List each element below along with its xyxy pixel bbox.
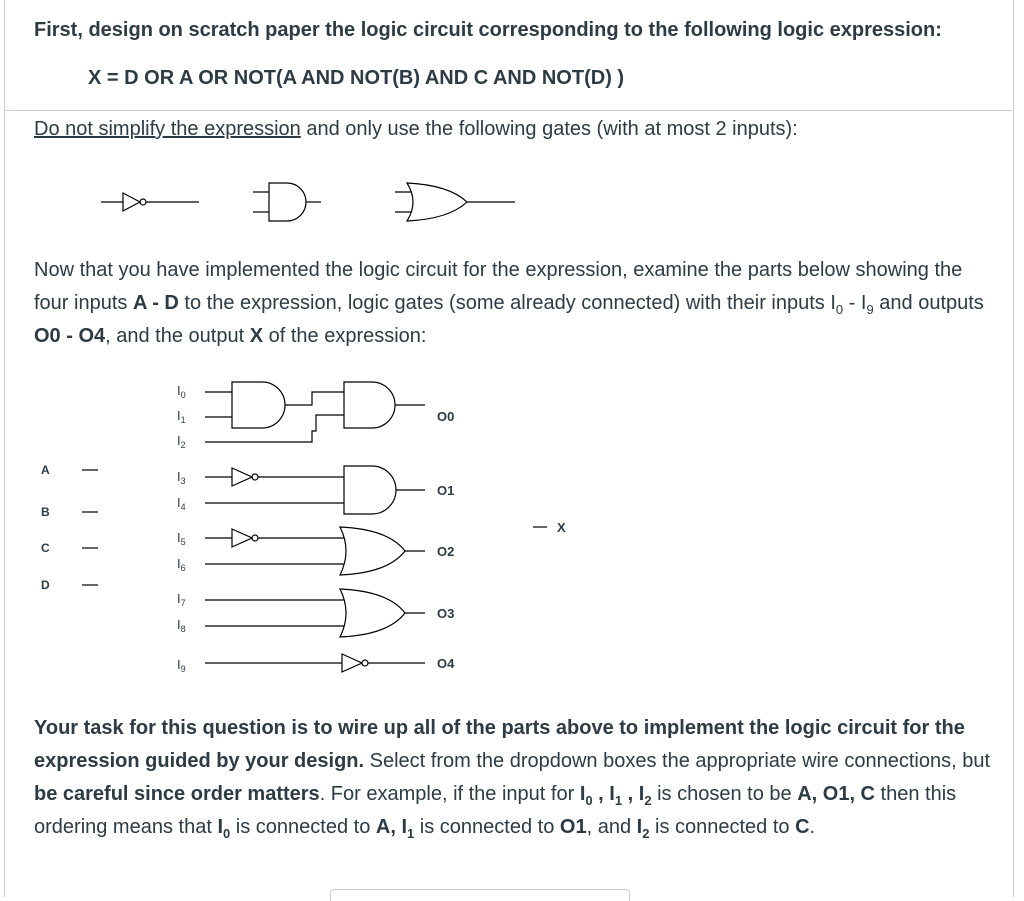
and-gate-1 (205, 382, 285, 428)
output-label-o3: O3 (437, 606, 455, 621)
and-gate-icon (253, 183, 321, 221)
instruction-line (34, 113, 994, 146)
output-label-o1: O1 (437, 483, 455, 498)
not-gate-icon (101, 193, 199, 211)
gate-input-label: $I_0$ (177, 383, 186, 400)
instruction-rest: and only use the following gates (with at most 2 inputs): (300, 118, 798, 140)
divider (4, 110, 1012, 111)
gate-input-label: $I_1$ (177, 408, 186, 425)
not-gate-1 (205, 466, 425, 514)
gate-input-label: $I_2$ (177, 433, 186, 450)
logic-expression: X = D OR A OR NOT(A AND NOT(B) AND C AND NOT(D) ) (88, 67, 625, 89)
wire-select-dropdown[interactable] (330, 889, 630, 901)
question-intro: First, design on scratch paper the logic circuit corresponding to the following logic expression: (34, 19, 942, 41)
input-label-d: D (41, 578, 50, 592)
output-label-o2: O2 (437, 544, 455, 559)
gate-input-label: $I_7$ (177, 591, 186, 608)
final-output-label: X (557, 520, 566, 535)
gate-input-label: $I_8$ (177, 617, 186, 634)
output-label-o4: O4 (437, 656, 455, 671)
input-label-c: C (41, 541, 50, 555)
gate-input-label: $I_6$ (177, 556, 186, 573)
gate-input-label: $I_4$ (177, 495, 186, 512)
gate-input-label: $I_3$ (177, 469, 186, 486)
not-gate-2 (205, 529, 350, 547)
or-gate-icon (395, 183, 515, 221)
circuit-diagram (0, 370, 640, 690)
input-label-a: A (41, 463, 50, 477)
task-description: Your task for this question is to wire up all of the parts above to implement the logic circuit for the expression guided by your design. Select from the dropdown boxes the appropriate wire connections, but be careful since order matters. For example, if the input for $I_0$ , $I_1$ , $I_2$ is chosen to be A, O1, C then this ordering means that $I_0$ is connected to A, $I_1$ is connected to O1, and $I_2$ is connected to C. (34, 717, 990, 841)
input-label-b: B (41, 505, 50, 519)
parts-description: Now that you have implemented the logic circuit for the expression, examine the parts below showing the four inputs A - D to the expression, logic gates (some already connected) with their inputs $I_0 - I_9$ and outputs O0 - O4, and the output X of the expression: (34, 259, 984, 347)
simplify-warning: Do not simplify the expression (34, 118, 301, 140)
allowed-gates (95, 178, 525, 228)
gate-input-label: $I_9$ (177, 657, 186, 674)
or-gate-2 (205, 589, 425, 637)
not-gate-3 (205, 654, 425, 672)
gate-input-label: $I_5$ (177, 530, 186, 547)
output-label-o0: O0 (437, 409, 455, 424)
